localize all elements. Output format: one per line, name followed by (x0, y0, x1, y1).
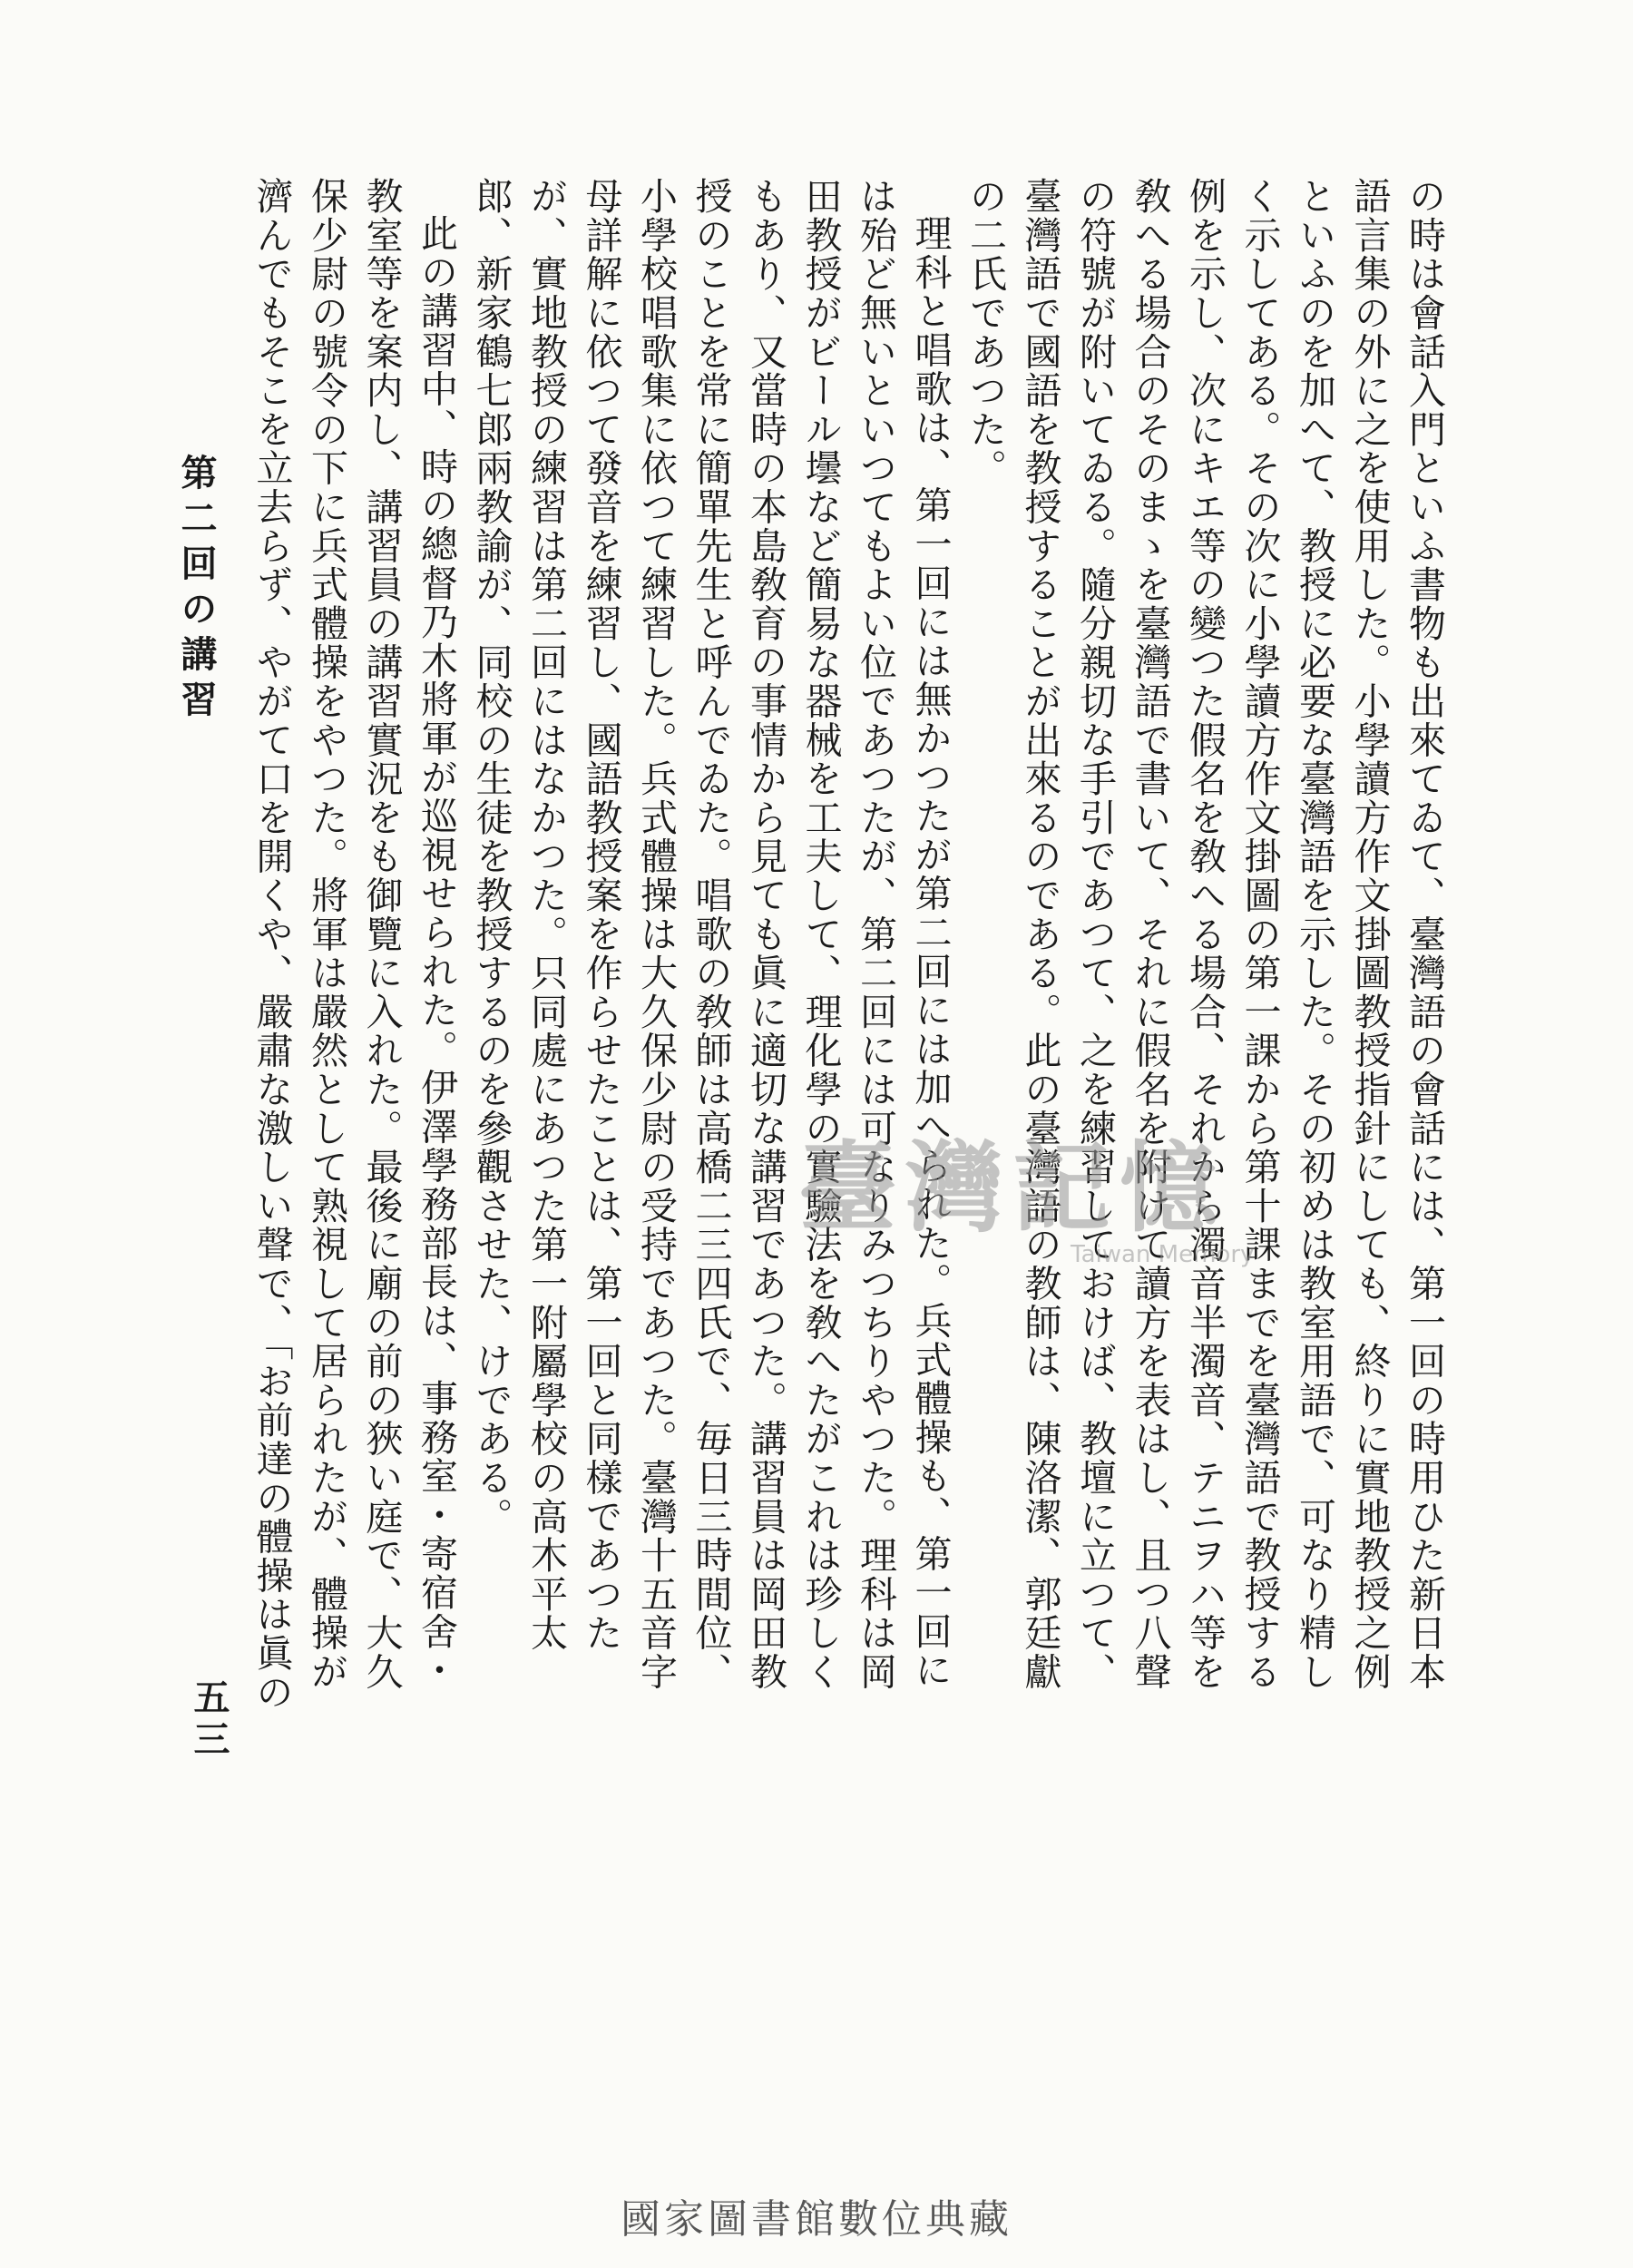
running-header: 第二回の講習 (175, 454, 218, 726)
page-number: 五三 (188, 1678, 230, 1762)
paragraph-1: の時は會話入門といふ書物も出來てゐて、臺灣語の會話には、第一回の時用ひた新日本語言集の外に之を使用した。小學讀方作文掛圖教授指針にしても、終りに實地教授之例といふのを加へて、教授に必要な臺灣語を示した。その初めは教室用語で、可なり精しく示してある。その次に小學讀方作文掛圖の第一課から第十課までを臺灣語で教授する例を示し、次にキエ等の變つた假名を敎へる場合、それから濁音半濁音、テニヲハ等を敎へる場合のそのまゝを臺灣語で書いて、それに假名を附けて讀方を表はし、且つ八聲の符號が附いてゐる。隨分親切な手引であつて、之を練習しておけば、教壇に立つて、臺灣語で國語を教授することが出來るのである。此の臺灣語の教師は、陳洛潔、郭廷獻の二氏であつた。 (963, 177, 1446, 1692)
watermark-title: 臺灣記憶 (798, 1132, 1227, 1246)
watermark-subtitle: Taiwan Memory (1071, 1241, 1255, 1268)
archive-footer: 國家圖書館數位典藏 (621, 2196, 1012, 2243)
body-text (245, 177, 1452, 1719)
paragraph-2: 理科と唱歌は、第一回には無かつたが第二回には加へられた。兵式體操も、第一回には殆ど無いといつてもよい位であつたが、第二回には可なりみつちりやつた。理科は岡田教授がビール壜など簡易な器械を工夫して、理化學の實驗法を敎へたがこれは珍しくもあり、又當時の本島敎育の事情から見ても眞に適切な講習であつた。講習員は岡田教授のことを常に簡單先生と呼んでゐた。唱歌の敎師は高橋二三四氏で、毎日三時間位、小學校唱歌集に依つて練習した。兵式體操は大久保少尉の受持であつた。臺灣十五音字母詳解に依つて發音を練習し、國語教授案を作らせたことは、第一回と同樣であつたが、實地教授の練習は第二回にはなかつた。只同處にあつた第一附屬學校の高木平太郎、新家鶴七郎兩教諭が、同校の生徒を教授するのを參觀させた、けである。 (469, 177, 953, 1692)
paragraph-3: 此の講習中、時の總督乃木將軍が巡視せられた。伊澤學務部長は、事務室・寄宿舍・教室等を案内し、講習員の講習實況をも御覽に入れた。最後に廟の前の狹い庭で、大久保少尉の號令の下に兵式體操をやつた。將軍は嚴然として熟視して居られたが、體操が濟んでもそこを立去らず、やがて口を開くや、嚴肅な激しい聲で、「お前達の體操は眞の (249, 177, 458, 1712)
